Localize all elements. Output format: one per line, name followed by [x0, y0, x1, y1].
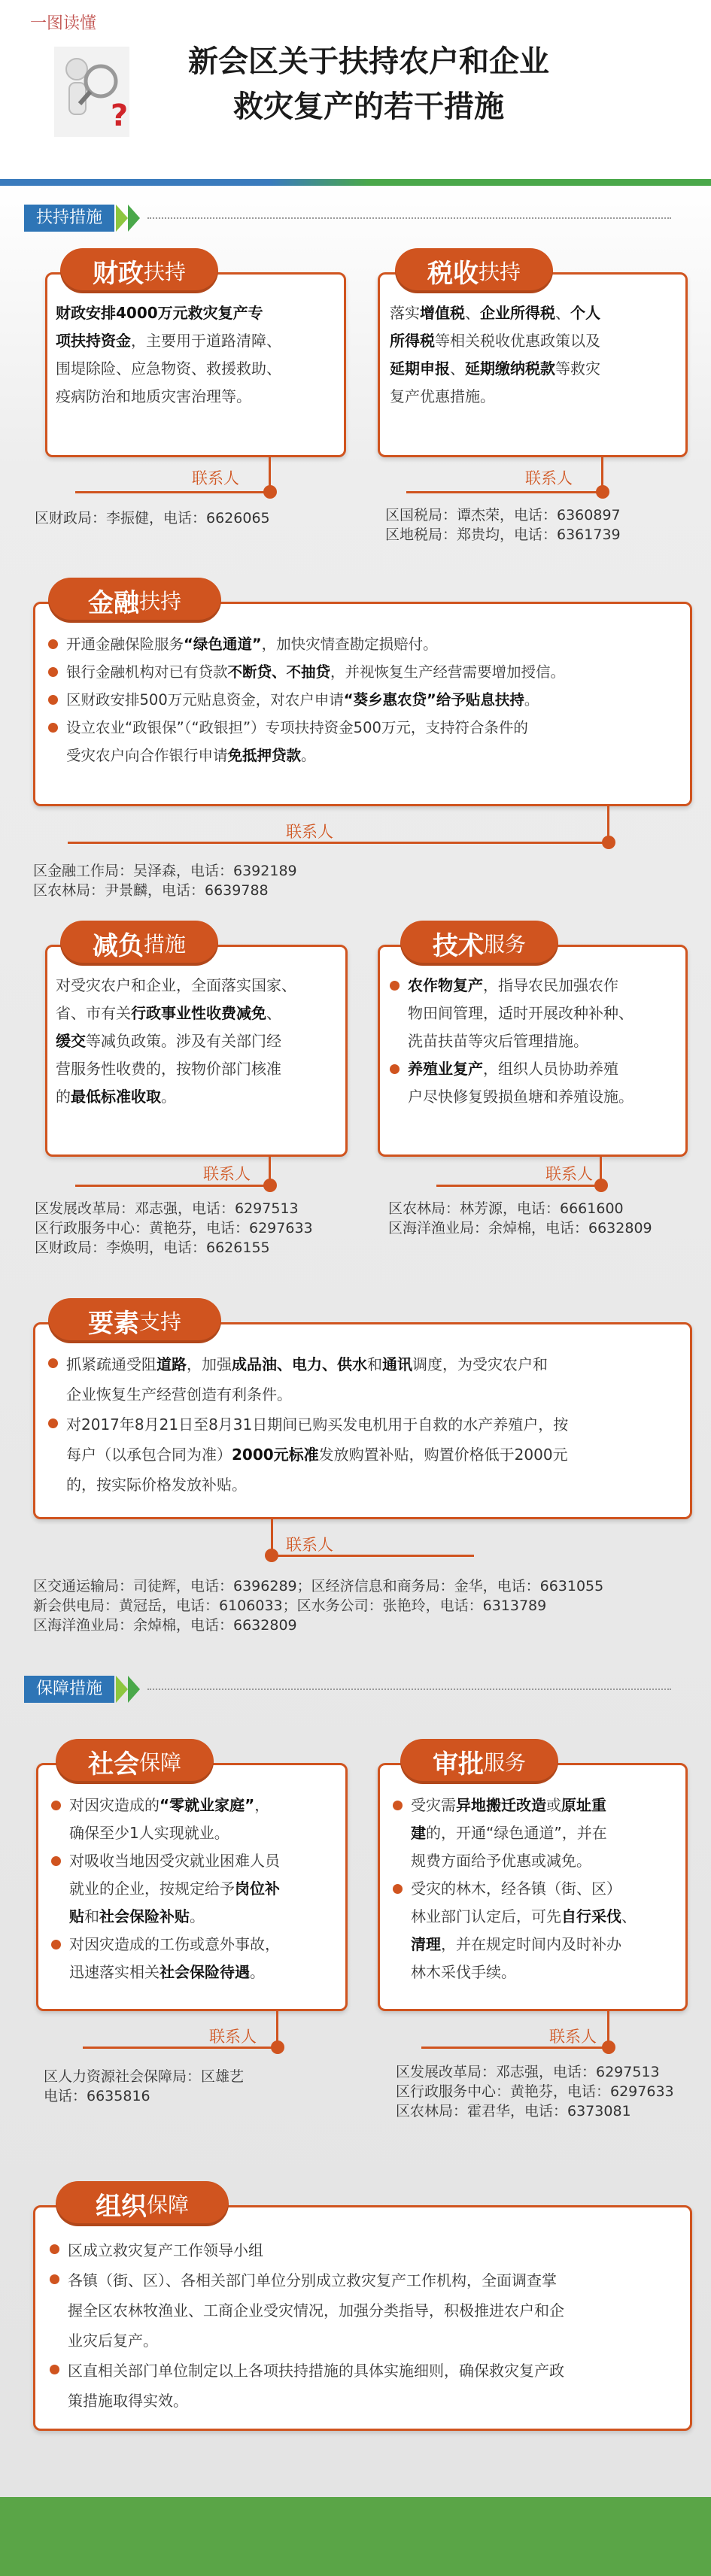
dotted-divider	[147, 217, 671, 219]
org-text	[47, 2235, 688, 2416]
pill-factor: 要素 支持	[48, 1298, 221, 1343]
list-item: 对因灾造成的“零就业家庭”， 确保至少1人实现就业。	[48, 1792, 345, 1847]
list-item: 对因灾造成的工伤或意外事故， 迅速落实相关社会保险待遇。	[48, 1931, 345, 1986]
pill-tax: 税收 扶持	[395, 248, 553, 293]
connector-dot	[263, 485, 277, 499]
tax-text: 落实增值税、企业所得税、个人 所得税等相关税收优惠政策以及 延期申报、延期缴纳税款等救灾 复产优惠措施。	[390, 304, 600, 405]
list-item: 区财政安排500万元贴息资金，对农户申请“葵乡惠农贷”给予贴息扶持。	[45, 686, 689, 714]
pill-tech: 技术 服务	[400, 921, 558, 966]
list-item: 开通金融保险服务“绿色通道”，加快灾情查勘定损赔付。	[45, 630, 689, 658]
burden-text: 对受灾农户和企业，全面落实国家、 省、市有关行政事业性收费减免、 缓交等减负政策。涉及有关部门经 营服务性收费的，按物价部门核准 的最低标准收取。	[56, 976, 296, 1106]
banking-text	[45, 630, 689, 769]
connector-line	[75, 456, 271, 493]
list-item: 对吸收当地因受灾就业困难人员 就业的企业，按规定给予岗位补 贴和社会保险补贴。	[48, 1847, 345, 1931]
pill-banking: 金融 扶持	[48, 578, 221, 623]
chevron-right-icon	[116, 205, 128, 232]
section-label: 保障措施	[24, 1676, 114, 1703]
chevron-right-icon	[116, 1676, 128, 1703]
chevron-right-icon	[128, 205, 140, 232]
contact-label: 联系人	[203, 1165, 251, 1183]
factor-contacts: 区交通运输局：司徒辉，电话：6396289；区经济信息和商务局：金华，电话：6631055 新会供电局：黄冠岳，电话：6106033；区水务公司：张艳玲，电话：6313789 区海洋渔业局：余焯棉，电话：6632809	[33, 1578, 604, 1634]
list-item: 设立农业“政银保”（“政银担”）专项扶持资金500万元，支持符合条件的 受灾农户向合作银行申请免抵押贷款。	[45, 714, 689, 769]
list-item: 受灾需异地搬迁改造或原址重 建的，开通“绿色通道”，并在 规费方面给予优惠或减免。	[390, 1792, 685, 1875]
list-item: 区成立救灾复产工作领导小组	[47, 2235, 688, 2265]
list-item: 区直相关部门单位制定以上各项扶持措施的具体实施细则，确保救灾复产政 策措施取得实效。	[47, 2356, 688, 2416]
contact-label: 联系人	[286, 823, 333, 841]
pill-burden: 减负 措施	[60, 921, 218, 966]
list-item: 银行金融机构对已有贷款不断贷、不抽贷，并视恢复生产经营需要增加授信。	[45, 658, 689, 686]
connector-dot	[265, 1549, 278, 1562]
connector-line	[68, 805, 609, 844]
tech-text	[387, 972, 685, 1111]
svg-text:?: ?	[111, 99, 129, 133]
pill-social: 社会 保障	[56, 1739, 214, 1784]
section-tag-support	[24, 205, 671, 232]
social-text	[48, 1792, 345, 1986]
approval-contacts: 区发展改革局：邓志强，电话：6297513 区行政服务中心：黄艳芬，电话：6297633 区农林局：霍君华，电话：6373081	[396, 2064, 674, 2119]
connector-dot	[602, 836, 615, 849]
connector-dot	[594, 1179, 608, 1192]
magnifier-figure-icon	[47, 39, 137, 144]
tagline: 一图读懂	[30, 14, 97, 33]
contact-label: 联系人	[545, 1165, 593, 1183]
section-label: 扶持措施	[24, 205, 114, 232]
connector-dot	[596, 485, 609, 499]
finance-text: 财政安排4000万元救灾复产专 项扶持资金，主要用于道路清障、 围堤除险、应急物资、救援救助、 疫病防治和地质灾害治理等。	[56, 304, 281, 405]
connector-dot	[602, 2040, 615, 2054]
tax-contacts: 区国税局：谭杰荣，电话：6360897 区地税局：郑贵均，电话：6361739	[385, 507, 621, 543]
pill-finance: 财政 扶持	[60, 248, 218, 293]
factor-text	[45, 1349, 689, 1500]
contact-label: 联系人	[209, 2028, 257, 2046]
list-item: 农作物复产，指导农民加强农作 物田间管理，适时开展改种补种、 洗苗扶苗等灾后管理措施。	[387, 972, 685, 1055]
list-item: 抓紧疏通受阻道路，加强成品油、电力、供水和通讯调度，为受灾农户和 企业恢复生产经营创造有利条件。	[45, 1349, 689, 1409]
list-item: 对2017年8月21日至8月31日期间已购买发电机用于自救的水产养殖户，按 每户（以承包合同为准）2000元标准发放购置补贴，购置价格低于2000元 的，按实际价格发放补贴。	[45, 1409, 689, 1500]
connector-line	[406, 456, 603, 493]
contact-label: 联系人	[549, 2028, 597, 2046]
pill-org: 组织 保障	[56, 2181, 229, 2226]
section-tag-guarantee	[24, 1676, 671, 1703]
finance-contacts: 区财政局：李振健，电话：6626065	[35, 510, 270, 526]
page-title	[173, 39, 564, 129]
contact-label: 联系人	[525, 469, 573, 487]
dotted-divider	[147, 1689, 671, 1690]
contact-label: 联系人	[286, 1536, 333, 1554]
chevron-right-icon	[128, 1676, 140, 1703]
title-line-2: 救灾复产的若干措施	[233, 90, 504, 124]
pill-approval: 审批 服务	[400, 1739, 558, 1784]
banking-contacts: 区金融工作局：吴泽森，电话：6392189 区农林局：尹景麟，电话：6639788	[33, 863, 297, 899]
footer-band	[0, 2497, 711, 2576]
list-item: 养殖业复产，组织人员协助养殖 户尽快修复毁损鱼塘和养殖设施。	[387, 1055, 685, 1111]
social-contacts: 区人力资源社会保障局：区雄艺 电话：6635816	[44, 2068, 245, 2104]
approval-text	[390, 1792, 685, 1986]
list-item: 受灾的林木，经各镇（街、区） 林业部门认定后，可先自行采伐、 清理，并在规定时间内及时补办 林木采伐手续。	[390, 1875, 685, 1986]
tech-contacts: 区农林局：林芳源，电话：6661600 区海洋渔业局：余焯棉，电话：6632809	[388, 1200, 652, 1236]
title-line-1: 新会区关于扶持农户和企业	[188, 44, 549, 79]
contact-label: 联系人	[192, 469, 239, 487]
burden-contacts: 区发展改革局：邓志强，电话：6297513 区行政服务中心：黄艳芬，电话：6297633 区财政局：李焕明，电话：6626155	[35, 1200, 313, 1256]
connector-dot	[263, 1179, 277, 1192]
header-stripe	[0, 179, 711, 186]
connector-dot	[271, 2040, 284, 2054]
list-item: 各镇（街、区）、各相关部门单位分别成立救灾复产工作机构，全面调查掌 握全区农林牧渔业、工商企业受灾情况，加强分类指导，积极推进农户和企 业灾后复产。	[47, 2265, 688, 2356]
